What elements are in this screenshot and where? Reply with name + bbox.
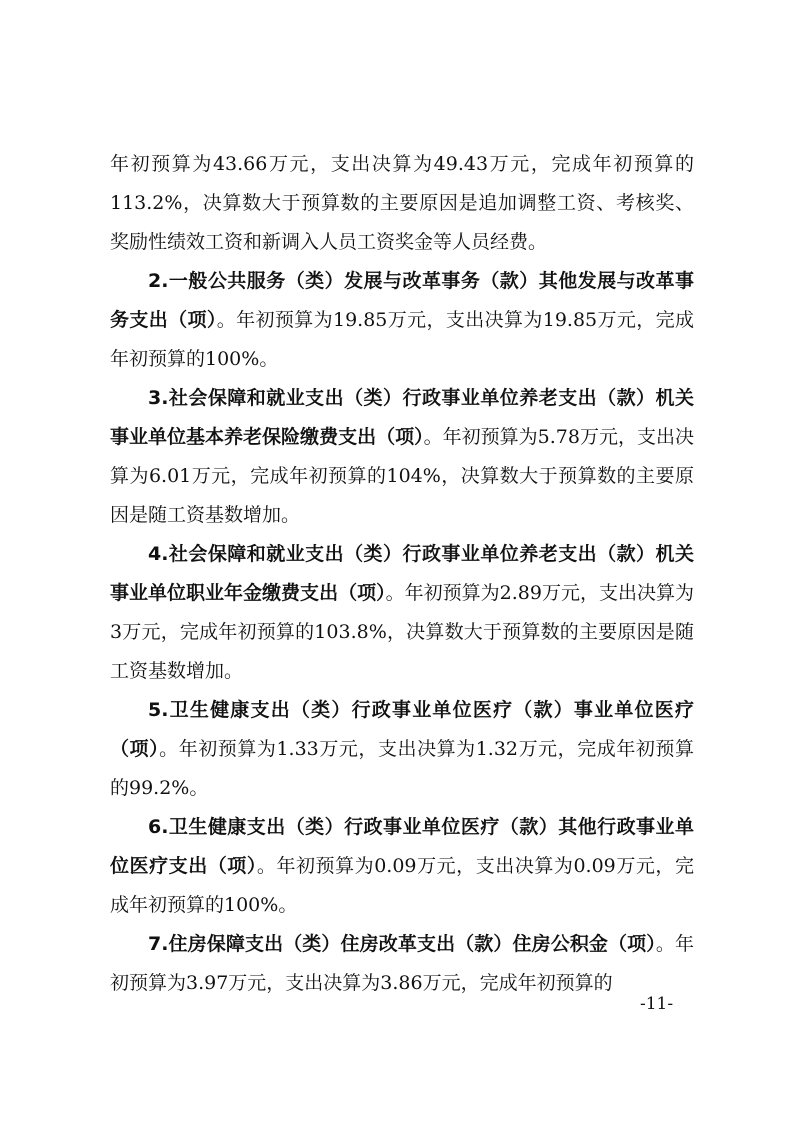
- paragraph-3-heading: 3.社会保障和就业支出（类）行政事业单位养老支出（款）机关事业单位基本养老保险缴费支出（项）: [110, 387, 694, 448]
- paragraph-5-heading: 5.卫生健康支出（类）行政事业单位医疗（款）事业单位医疗（项）: [110, 699, 694, 760]
- paragraph-4-heading: 4.社会保障和就业支出（类）行政事业单位养老支出（款）机关事业单位职业年金缴费支出（项）: [110, 543, 694, 604]
- paragraph-1-body: 年初预算为43.66万元，支出决算为49.43万元，完成年初预算的113.2%，决算数大于预算数的主要原因是追加调整工资、考核奖、奖励性绩效工资和新调入人员工资奖金等人员经费。: [110, 153, 694, 253]
- page-number: -11-: [640, 994, 674, 1014]
- paragraph-3-body: 。年初预算为5.78万元，支出决算为6.01万元，完成年初预算的104%，决算数大于预算数的主要原因是随工资基数增加。: [110, 426, 694, 526]
- paragraph-2-body: 。年初预算为19.85万元，支出决算为19.85万元，完成年初预算的100%。: [110, 309, 694, 370]
- paragraph-6-body: 。年初预算为0.09万元，支出决算为0.09万元，完成年初预算的100%。: [110, 855, 694, 916]
- paragraph-7-body: 。年初预算为3.97万元，支出决算为3.86万元，完成年初预算的: [110, 933, 694, 994]
- paragraph-7: [110, 925, 694, 1003]
- paragraph-3: [110, 379, 694, 535]
- paragraph-2-heading: 2.一般公共服务（类）发展与改革事务（款）其他发展与改革事务支出（项）: [110, 270, 694, 331]
- paragraph-4-body: 。年初预算为2.89万元，支出决算为3万元，完成年初预算的103.8%，决算数大于预算数的主要原因是随工资基数增加。: [110, 582, 694, 682]
- paragraph-6: [110, 808, 694, 925]
- paragraph-6-heading: 6.卫生健康支出（类）行政事业单位医疗（款）其他行政事业单位医疗支出（项）: [110, 816, 694, 877]
- paragraph-5-body: 。年初预算为1.33万元，支出决算为1.32万元，完成年初预算的99.2%。: [110, 738, 694, 799]
- paragraph-7-heading: 7.住房保障支出（类）住房改革支出（款）住房公积金（项）: [148, 933, 656, 955]
- paragraph-4: [110, 535, 694, 691]
- paragraph-2: [110, 262, 694, 379]
- document-body: [110, 145, 694, 1003]
- paragraph-5: [110, 691, 694, 808]
- paragraph-1: [110, 145, 694, 262]
